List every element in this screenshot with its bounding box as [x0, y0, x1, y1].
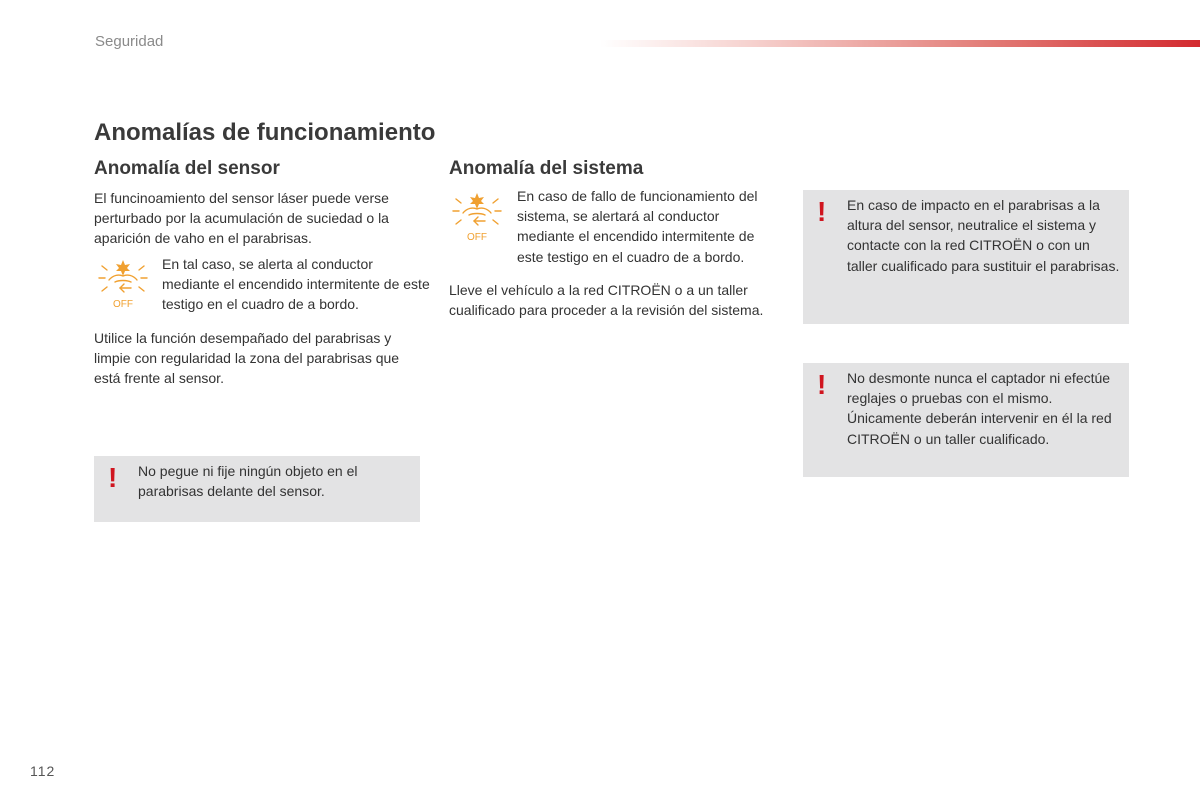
- impact-warning-text: En caso de impacto en el parabrisas a la altura del sensor, neutralice el sistema y contacte con la red CITROËN o con un taller cualificado para sustituir el parabrisas.: [847, 197, 1120, 274]
- impact-warning-box: [803, 190, 1129, 324]
- lamp-off-label: OFF: [113, 299, 133, 310]
- dismount-warning-text: No desmonte nunca el captador ni efectúe reglajes o pruebas con el mismo. Únicamente deberán intervenir en él la red CITROËN o un taller cualificado.: [847, 370, 1112, 447]
- sensor-heading: Anomalía del sensor: [94, 158, 280, 179]
- sensor-advice-text: Utilice la función desempañado del parabrisas y limpie con regularidad la zona del parabrisas que está frente al sensor.: [94, 330, 400, 387]
- system-advice-text: Lleve el vehículo a la red CITROËN o a un taller cualificado para proceder a la revisión del sistema.: [449, 282, 764, 319]
- page-number: 112: [30, 763, 56, 779]
- dismount-warning-box: [803, 363, 1129, 477]
- page-title: Anomalías de funcionamiento: [94, 119, 436, 146]
- warning-exclamation-icon: !: [817, 196, 827, 227]
- warning-exclamation-icon: !: [817, 369, 827, 400]
- warning-lamp-icon: [449, 189, 505, 245]
- system-lamp-text: En caso de fallo de funcionamiento del sistema, se alertará al conductor mediante el encendido intermitente de este testigo en el cuadro de a bordo.: [517, 188, 758, 265]
- warning-lamp-icon: [95, 256, 151, 312]
- lamp-off-label: OFF: [467, 232, 487, 243]
- sensor-warning-box: [94, 456, 420, 522]
- header-accent-bar: [600, 40, 1200, 47]
- warning-exclamation-icon: !: [108, 462, 118, 493]
- sensor-warning-text: No pegue ni fije ningún objeto en el parabrisas delante del sensor.: [138, 463, 358, 500]
- section-label: Seguridad: [95, 33, 164, 50]
- system-heading: Anomalía del sistema: [449, 158, 644, 179]
- sensor-lamp-text: En tal caso, se alerta al conductor mediante el encendido intermitente de este testigo en el cuadro de a bordo.: [162, 256, 430, 313]
- sensor-intro-text: El funcinoamiento del sensor láser puede verse perturbado por la acumulación de suciedad o la aparición de vaho en el parabrisas.: [94, 190, 389, 247]
